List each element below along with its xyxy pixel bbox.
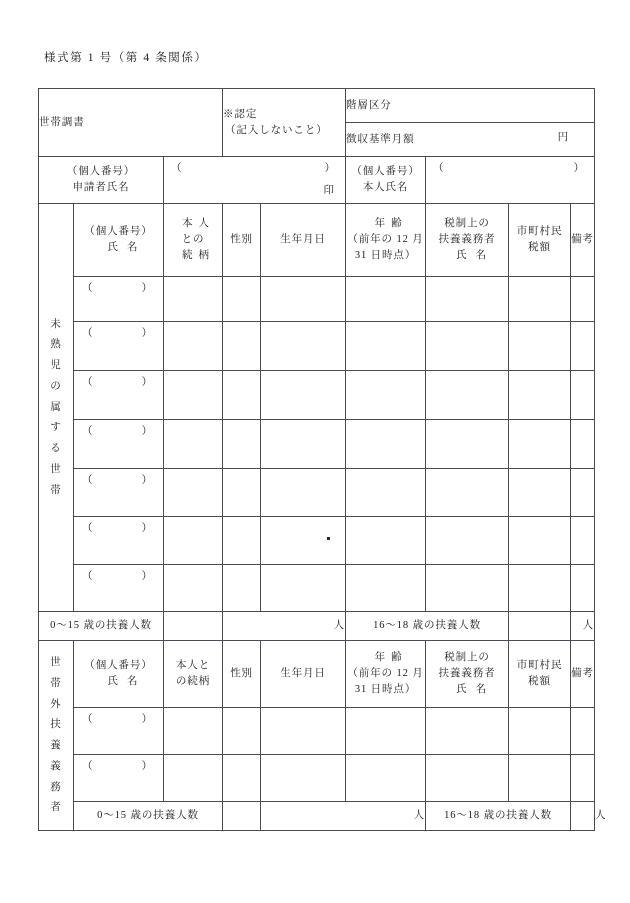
name-entry-cell[interactable] bbox=[74, 277, 164, 322]
remarks-cell[interactable] bbox=[571, 755, 595, 802]
applicant-name-input-cell[interactable] bbox=[164, 157, 346, 204]
name-entry-cell[interactable] bbox=[74, 708, 164, 755]
table-row bbox=[39, 420, 595, 469]
certification-note: （記入しないこと） bbox=[225, 124, 328, 136]
municipal-tax-cell[interactable] bbox=[509, 708, 571, 755]
age-char: 齢 bbox=[391, 652, 403, 664]
dependents-0-15-label: 0〜15 歳の扶養人数 bbox=[39, 612, 164, 641]
form-number-heading: 様式第 1 号（第 4 条関係） bbox=[44, 52, 208, 64]
side-label-char: 外 bbox=[50, 698, 62, 710]
remarks-cell[interactable] bbox=[571, 322, 595, 371]
relation-char: との bbox=[181, 234, 205, 246]
birthdate-cell[interactable] bbox=[261, 420, 346, 469]
column-header-name bbox=[74, 204, 164, 277]
entry-open-paren: （ bbox=[82, 475, 94, 486]
gender-cell[interactable] bbox=[223, 469, 261, 517]
premature-column-header-row bbox=[39, 204, 595, 277]
column-header-relationship: 本人と の続柄 bbox=[164, 641, 223, 708]
side-label-char: 務 bbox=[50, 781, 62, 793]
birthdate-cell[interactable] bbox=[261, 469, 346, 517]
column-header-birthdate: 生年月日 bbox=[261, 641, 346, 708]
column-header-age: 年齢 （前年の 12 月 31 日時点） bbox=[346, 204, 426, 277]
dependents-16-18-label: 16〜18 歳の扶養人数 bbox=[346, 612, 509, 641]
column-header-name-a: 氏 bbox=[107, 676, 128, 687]
column-header-name bbox=[74, 641, 164, 708]
entry-close-paren: ） bbox=[141, 475, 153, 486]
name-entry-cell[interactable] bbox=[74, 517, 164, 565]
side-label-char: 帯 bbox=[50, 484, 62, 496]
table-row bbox=[39, 469, 595, 517]
side-label-char: の bbox=[50, 380, 62, 392]
side-label-char: 義 bbox=[50, 760, 62, 772]
dependents-0-15-label: 0〜15 歳の扶養人数 bbox=[74, 802, 223, 831]
tier-classification-label: 階層区分 bbox=[346, 99, 392, 111]
person-mynumber-label: （個人番号） bbox=[351, 166, 420, 178]
name-entry-cell[interactable] bbox=[74, 322, 164, 371]
side-label-char: 世 bbox=[50, 463, 62, 475]
column-header-gender: 性別 bbox=[223, 204, 261, 277]
side-label-char: 熟 bbox=[50, 339, 62, 351]
entry-open-paren: （ bbox=[82, 377, 94, 388]
certification-cell bbox=[223, 89, 346, 157]
name-entry-cell[interactable] bbox=[74, 371, 164, 420]
relationship-cell[interactable] bbox=[164, 277, 223, 322]
gender-cell[interactable] bbox=[223, 371, 261, 420]
entry-close-paren: ） bbox=[141, 426, 153, 437]
side-label-char: す bbox=[50, 422, 62, 434]
dependents-0-15-unit: 人 bbox=[223, 612, 346, 641]
municipal-tax-cell[interactable] bbox=[509, 277, 571, 322]
tax-supporter-cell[interactable] bbox=[426, 517, 509, 565]
table-row bbox=[39, 708, 595, 755]
age-cell[interactable] bbox=[346, 469, 426, 517]
side-label-char: 属 bbox=[50, 401, 62, 413]
column-header-tax-supporter: 税制上の 扶養義務者 氏名 bbox=[426, 204, 509, 277]
remarks-cell[interactable] bbox=[571, 371, 595, 420]
gender-cell[interactable] bbox=[223, 517, 261, 565]
entry-close-paren: ） bbox=[141, 523, 153, 534]
supporter-name-char: 氏 bbox=[456, 683, 476, 695]
municipal-tax-cell[interactable] bbox=[509, 371, 571, 420]
birthdate-cell[interactable] bbox=[261, 755, 346, 802]
header-title-row bbox=[39, 89, 595, 123]
entry-close-paren: ） bbox=[141, 714, 153, 725]
tier-classification-cell[interactable] bbox=[346, 89, 595, 123]
stray-ink-mark bbox=[327, 537, 330, 540]
seal-mark: 印 bbox=[323, 185, 335, 197]
relationship-cell[interactable] bbox=[164, 565, 223, 612]
table-row bbox=[39, 517, 595, 565]
relationship-cell[interactable] bbox=[164, 371, 223, 420]
table-row bbox=[39, 277, 595, 322]
person-name-input-cell[interactable] bbox=[426, 157, 595, 204]
column-header-relationship bbox=[164, 204, 223, 277]
gender-cell[interactable] bbox=[223, 322, 261, 371]
side-label-char: 者 bbox=[50, 802, 62, 814]
standard-monthly-amount-label: 徴収基準月額 bbox=[346, 133, 415, 145]
entry-open-paren: （ bbox=[82, 761, 94, 772]
relation-char: 続 bbox=[182, 249, 199, 261]
name-entry-cell[interactable] bbox=[74, 420, 164, 469]
remarks-cell[interactable] bbox=[571, 469, 595, 517]
applicant-name-label bbox=[39, 157, 164, 204]
outside-dependents-summary-row: 0〜15 歳の扶養人数 人 16〜18 歳の扶養人数 人 bbox=[39, 802, 595, 831]
relationship-cell[interactable] bbox=[164, 755, 223, 802]
column-header-municipal-tax: 市町村民 税額 bbox=[509, 641, 571, 708]
municipal-tax-cell[interactable] bbox=[509, 420, 571, 469]
column-header-remarks: 備考 bbox=[571, 641, 595, 708]
entry-open-paren: （ bbox=[82, 283, 94, 294]
municipal-tax-cell[interactable] bbox=[509, 565, 571, 612]
column-header-age: 年齢 （前年の 12 月 31 日時点） bbox=[346, 641, 426, 708]
table-row bbox=[39, 322, 595, 371]
gender-cell[interactable] bbox=[223, 708, 261, 755]
person-close-paren: ） bbox=[573, 163, 586, 174]
birthdate-cell[interactable] bbox=[261, 277, 346, 322]
entry-close-paren: ） bbox=[141, 761, 153, 772]
dependents-0-15-input[interactable] bbox=[223, 802, 261, 831]
birthdate-cell[interactable] bbox=[261, 708, 346, 755]
section-outside-side-label bbox=[39, 641, 74, 831]
column-header-remarks: 備考 bbox=[571, 204, 595, 277]
tax-supporter-cell[interactable] bbox=[426, 565, 509, 612]
applicant-open-paren: （ bbox=[171, 163, 183, 174]
outside-column-header-row bbox=[39, 641, 595, 708]
column-header-tax-supporter: 税制上の 扶養義務者 氏名 bbox=[426, 641, 509, 708]
tax-supporter-cell[interactable] bbox=[426, 469, 509, 517]
entry-close-paren: ） bbox=[141, 377, 153, 388]
side-label-char: る bbox=[50, 443, 62, 455]
table-row bbox=[39, 755, 595, 802]
side-label-char: 扶 bbox=[50, 719, 62, 731]
relationship-cell[interactable] bbox=[164, 708, 223, 755]
name-entry-cell[interactable] bbox=[74, 469, 164, 517]
entry-close-paren: ） bbox=[141, 328, 153, 339]
tax-supporter-cell[interactable] bbox=[426, 322, 509, 371]
section-premature-side-label bbox=[39, 204, 74, 612]
household-survey-table bbox=[38, 88, 607, 831]
applicant-mynumber-label: （個人番号） bbox=[66, 166, 136, 178]
birthdate-cell[interactable] bbox=[261, 565, 346, 612]
relationship-cell[interactable] bbox=[164, 322, 223, 371]
tax-supporter-cell[interactable] bbox=[426, 755, 509, 802]
applicant-close-paren: ） bbox=[324, 163, 337, 174]
name-entry-cell[interactable] bbox=[74, 565, 164, 612]
remarks-cell[interactable] bbox=[571, 708, 595, 755]
remarks-cell[interactable] bbox=[571, 420, 595, 469]
person-name-caption: 本人氏名 bbox=[362, 182, 409, 193]
entry-open-paren: （ bbox=[82, 714, 94, 725]
applicant-person-row bbox=[39, 157, 595, 204]
certification-label: ※認定 bbox=[223, 108, 258, 120]
supporter-name-char: 氏 bbox=[456, 249, 476, 261]
column-header-mynumber: （個人番号） bbox=[84, 660, 153, 672]
remarks-cell[interactable] bbox=[571, 277, 595, 322]
age-char: 齢 bbox=[391, 218, 403, 230]
age-cell[interactable] bbox=[346, 708, 426, 755]
tax-supporter-cell[interactable] bbox=[426, 420, 509, 469]
standard-monthly-amount-cell[interactable] bbox=[346, 123, 595, 157]
entry-close-paren: ） bbox=[141, 283, 153, 294]
relation-char: 本 bbox=[182, 218, 199, 230]
gender-cell[interactable] bbox=[223, 755, 261, 802]
municipal-tax-cell[interactable] bbox=[509, 755, 571, 802]
side-label-char: 帯 bbox=[50, 677, 62, 689]
remarks-cell[interactable] bbox=[571, 517, 595, 565]
dependents-16-18-input[interactable] bbox=[509, 612, 571, 641]
age-cell[interactable] bbox=[346, 420, 426, 469]
age-cell[interactable] bbox=[346, 565, 426, 612]
column-header-mynumber: （個人番号） bbox=[84, 226, 153, 238]
column-header-gender: 性別 bbox=[223, 641, 261, 708]
column-header-name-b: 名 bbox=[127, 242, 139, 253]
name-entry-cell[interactable] bbox=[74, 755, 164, 802]
side-label-char: 世 bbox=[50, 657, 62, 668]
gender-cell[interactable] bbox=[223, 277, 261, 322]
person-name-label bbox=[346, 157, 426, 204]
age-char: 年 bbox=[374, 652, 392, 664]
side-label-char: 未 bbox=[50, 318, 62, 330]
entry-open-paren: （ bbox=[82, 328, 94, 339]
birthdate-cell[interactable] bbox=[261, 517, 346, 565]
dependents-16-18-input[interactable] bbox=[571, 802, 595, 831]
birthdate-cell[interactable] bbox=[261, 322, 346, 371]
entry-open-paren: （ bbox=[82, 523, 94, 534]
gender-cell[interactable] bbox=[223, 565, 261, 612]
side-label-char: 児 bbox=[50, 360, 62, 372]
entry-open-paren: （ bbox=[82, 426, 94, 437]
dependents-0-15-input[interactable] bbox=[164, 612, 223, 641]
column-header-municipal-tax: 市町村民 税額 bbox=[509, 204, 571, 277]
table-row bbox=[39, 371, 595, 420]
column-header-birthdate: 生年月日 bbox=[261, 204, 346, 277]
age-cell[interactable] bbox=[346, 755, 426, 802]
document-title-cell bbox=[39, 89, 223, 157]
premature-dependents-summary-row bbox=[39, 612, 595, 641]
dependents-16-18-label: 16〜18 歳の扶養人数 bbox=[426, 802, 571, 831]
age-char: 年 bbox=[374, 218, 392, 230]
tax-supporter-cell[interactable] bbox=[426, 708, 509, 755]
relationship-cell[interactable] bbox=[164, 469, 223, 517]
birthdate-cell[interactable] bbox=[261, 371, 346, 420]
column-header-name-a: 氏 bbox=[107, 242, 128, 253]
age-cell[interactable] bbox=[346, 517, 426, 565]
relationship-cell[interactable] bbox=[164, 420, 223, 469]
supporter-name-char: 名 bbox=[475, 683, 487, 695]
entry-close-paren: ） bbox=[141, 571, 153, 582]
entry-open-paren: （ bbox=[82, 571, 94, 582]
supporter-name-char: 名 bbox=[475, 249, 487, 261]
dependents-0-15-unit: 人 bbox=[261, 802, 426, 831]
municipal-tax-cell[interactable] bbox=[509, 322, 571, 371]
remarks-cell[interactable] bbox=[571, 565, 595, 612]
tax-supporter-cell[interactable] bbox=[426, 277, 509, 322]
document-title: 世帯調書 bbox=[39, 116, 85, 128]
municipal-tax-cell[interactable] bbox=[509, 517, 571, 565]
age-cell[interactable] bbox=[346, 277, 426, 322]
age-cell[interactable] bbox=[346, 371, 426, 420]
relationship-cell[interactable] bbox=[164, 517, 223, 565]
table-row bbox=[39, 565, 595, 612]
relation-char: 人 bbox=[198, 218, 210, 230]
column-header-name-b: 名 bbox=[127, 676, 139, 687]
municipal-tax-cell[interactable] bbox=[509, 469, 571, 517]
tax-supporter-cell[interactable] bbox=[426, 371, 509, 420]
applicant-name-caption: 申請者氏名 bbox=[72, 182, 130, 193]
relation-char: 柄 bbox=[198, 249, 210, 261]
side-label-char: 養 bbox=[50, 740, 62, 751]
dependents-16-18-unit: 人 bbox=[571, 612, 595, 641]
age-cell[interactable] bbox=[346, 322, 426, 371]
gender-cell[interactable] bbox=[223, 420, 261, 469]
person-open-paren: （ bbox=[433, 163, 445, 174]
currency-unit: 円 bbox=[557, 132, 569, 143]
